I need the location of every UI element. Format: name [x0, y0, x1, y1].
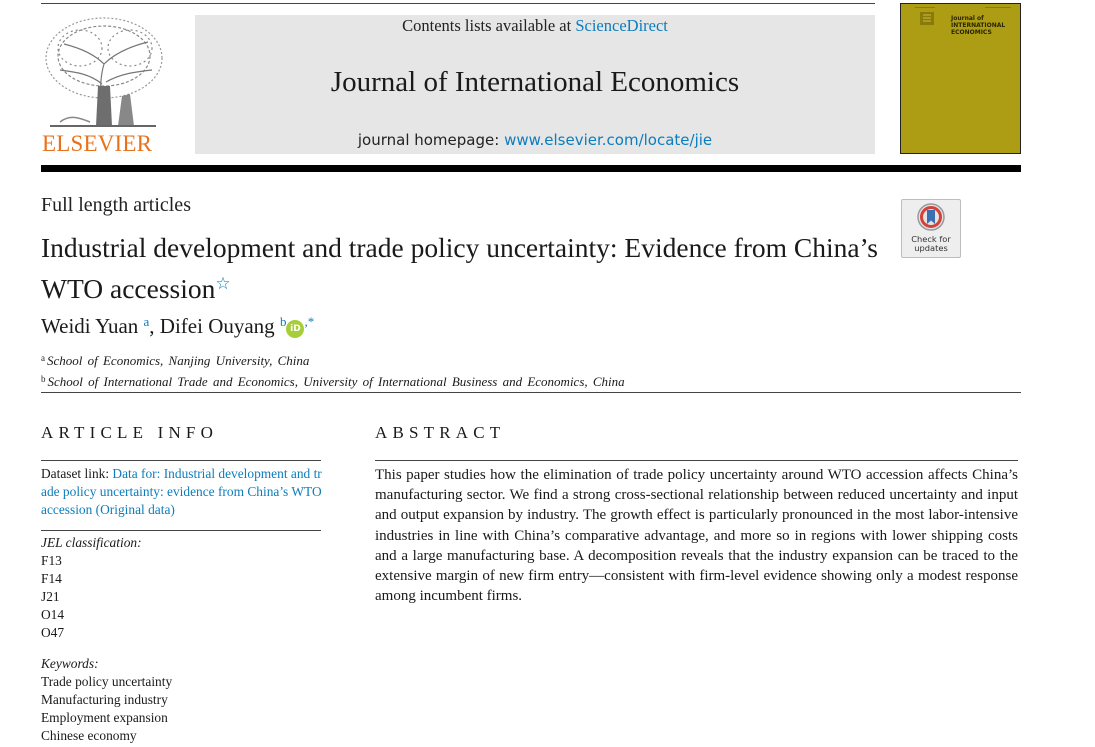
cover-rule: [985, 7, 1011, 8]
keywords: [41, 655, 172, 745]
affiliation-mark: a: [41, 353, 45, 363]
orcid-icon[interactable]: iD: [286, 320, 304, 338]
jel-code: O47: [41, 625, 65, 640]
elsevier-logo[interactable]: [40, 14, 166, 156]
article-title: [41, 230, 891, 307]
abstract-text: This paper studies how the elimination of trade policy uncertainty around WTO accession affects China’s manufacturing sector. We find a strong cross-sectional relationship between reduced uncertainty and input and output expansion by industry. The growth effect is particularly pronounced in the most labor-intensive industries in line with China’s comparative advantage, and more so in regions with lower shipping costs and a large manufacturing base. A decomposition reveals that the industry expansion can be traced to the extensive margin of new firm entry—consistent with firm-level evidence showing only a modest response among incumbent firms.: [375, 467, 1018, 605]
keyword: Trade policy uncertainty: [41, 674, 173, 689]
dataset-rule: [41, 530, 321, 531]
dataset-link[interactable]: Data for: Industrial development and trade policy uncertainty: evidence from China’s WTO accession (Original data): [41, 466, 322, 517]
contents-prefix: Contents lists available at: [402, 16, 576, 35]
jel-title: JEL classification:: [41, 535, 142, 550]
homepage-prefix: journal homepage:: [357, 131, 505, 149]
affiliation-item: [41, 349, 625, 370]
title-footnote-star-icon[interactable]: ☆: [215, 274, 231, 293]
article-type: Full length articles: [41, 194, 191, 216]
author-list: [41, 314, 314, 339]
jel-code: F13: [41, 553, 62, 568]
affiliations: [41, 349, 625, 391]
keywords-title: Keywords:: [41, 656, 99, 671]
affiliation-text: School of International Trade and Economics, University of International Business and Economics, China: [47, 374, 625, 389]
journal-cover[interactable]: [900, 3, 1021, 154]
check-updates-label: Check for updates: [911, 234, 951, 253]
corresponding-author-mark[interactable]: *: [307, 314, 315, 329]
homepage-line: [195, 131, 875, 149]
header-thick-rule: [41, 165, 1021, 172]
contents-line: [195, 16, 875, 36]
jel-code: O14: [41, 607, 65, 622]
affiliation-mark: b: [41, 374, 46, 384]
author-name[interactable]: Difei Ouyang: [159, 314, 275, 338]
jel-classification: [41, 534, 142, 642]
article-info-rule: [41, 460, 321, 461]
cover-emblem-icon: [920, 12, 934, 25]
cover-rule: [915, 7, 935, 8]
dataset-label: Dataset link:: [41, 466, 113, 481]
abstract-rule: [375, 460, 1018, 461]
abstract-heading: ABSTRACT: [375, 423, 506, 442]
affiliation-item: [41, 370, 625, 391]
check-for-updates-button[interactable]: [901, 199, 961, 258]
cover-title: Journal of INTERNATIONAL ECONOMICS: [951, 15, 1006, 36]
keyword: Employment expansion: [41, 710, 168, 725]
author-name[interactable]: Weidi Yuan: [41, 314, 139, 338]
section-divider: [41, 392, 1021, 393]
affiliation-text: School of Economics, Nanjing University, China: [47, 353, 310, 368]
sciencedirect-link[interactable]: ScienceDirect: [575, 16, 668, 35]
jel-code: F14: [41, 571, 62, 586]
top-rule: [41, 3, 875, 4]
article-info-heading: ARTICLE INFO: [41, 423, 219, 442]
article-title-text: Industrial development and trade policy uncertainty: Evidence from China’s WTO accession: [41, 232, 878, 304]
keyword: Chinese economy: [41, 728, 137, 743]
elsevier-wordmark: ELSEVIER: [42, 131, 153, 156]
author-comma: ,: [304, 314, 308, 329]
journal-masthead: [195, 15, 875, 154]
keyword: Manufacturing industry: [41, 692, 168, 707]
affiliation-ref[interactable]: b: [279, 314, 287, 329]
journal-title[interactable]: Journal of International Economics: [330, 66, 740, 98]
check-updates-icon: [917, 203, 945, 233]
author-separator: ,: [149, 314, 160, 338]
elsevier-tree-icon: [40, 14, 166, 132]
affiliation-ref[interactable]: a: [143, 314, 150, 329]
jel-code: J21: [41, 589, 60, 604]
dataset-link-block: [41, 465, 323, 519]
journal-homepage-link[interactable]: www.elsevier.com/locate/jie: [504, 131, 713, 149]
